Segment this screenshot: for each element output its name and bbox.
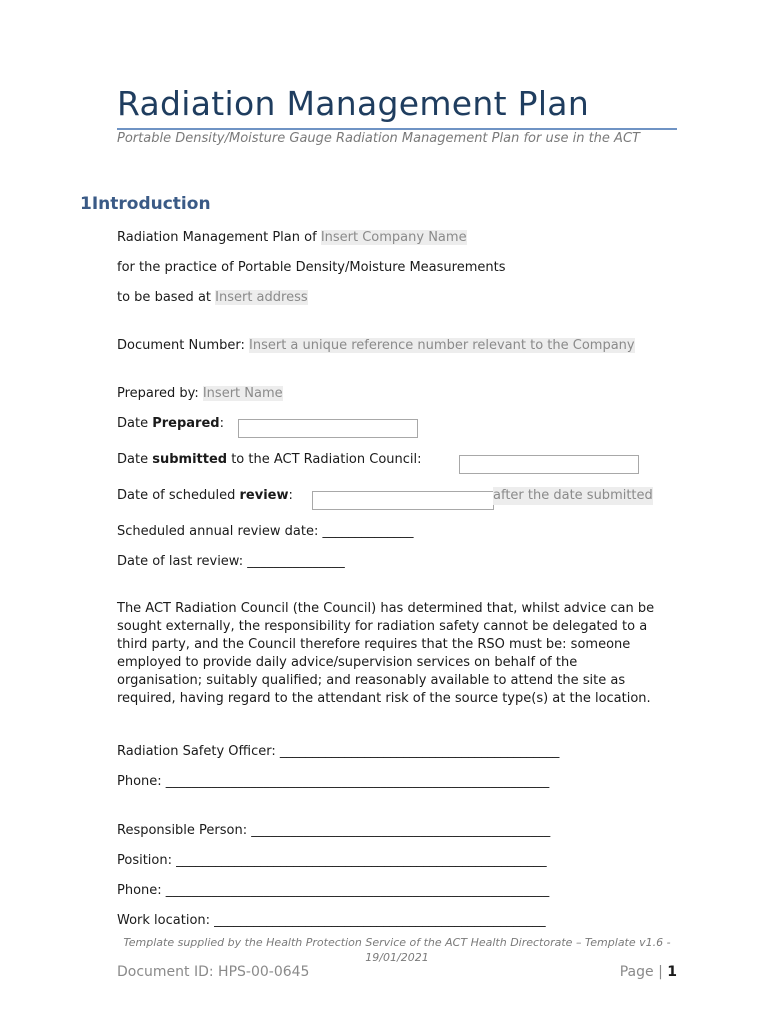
- date-submitted-input[interactable]: [459, 455, 639, 474]
- section-title: Introduction: [91, 194, 211, 214]
- prepared-by-line: [117, 385, 283, 403]
- annual-review-line: Scheduled annual review date: ______________: [117, 524, 414, 539]
- plan-of-label: Radiation Management Plan of: [117, 230, 321, 245]
- document-number-label: Document Number:: [117, 338, 249, 353]
- document-number-field[interactable]: Insert a unique reference number relevant to the Company: [249, 338, 635, 353]
- address-field[interactable]: Insert address: [215, 290, 308, 305]
- document-subtitle: Portable Density/Moisture Gauge Radiation Management Plan for use in the ACT: [117, 131, 640, 146]
- plan-of-line: [117, 229, 467, 247]
- prepared-by-label: Prepared by:: [117, 386, 203, 401]
- date-prepared-input[interactable]: [238, 419, 418, 438]
- based-at-line: [117, 289, 308, 307]
- rp-phone-line: Phone: ___________________________________________________________: [117, 883, 550, 898]
- prepared-by-field[interactable]: Insert Name: [202, 386, 283, 401]
- date-submitted-rest: to the ACT Radiation Council:: [227, 452, 422, 467]
- date-prepared-text: Date: [117, 416, 153, 431]
- document-id: Document ID: HPS-00-0645: [117, 964, 310, 980]
- rso-phone-line: Phone: ___________________________________________________________: [117, 774, 550, 789]
- page-number: 1: [667, 964, 677, 980]
- date-prepared-colon: :: [219, 416, 224, 431]
- date-submitted-text: Date: [117, 452, 153, 467]
- rso-line: Radiation Safety Officer: ___________________________________________: [117, 744, 560, 759]
- page-label: Page |: [619, 964, 668, 980]
- document-title: Radiation Management Plan: [117, 84, 590, 123]
- section-heading: [80, 194, 211, 214]
- section-number: 1: [80, 194, 92, 214]
- position-line: Position: _________________________________________________________: [117, 853, 547, 868]
- council-paragraph: The ACT Radiation Council (the Council) has determined that, whilst advice can be sought externally, the responsibility for radiation safety cannot be delegated to a third party, and the Council therefore requires that the RSO must be: someone employed to provide daily advice/supervision services on behalf of the organisation; suitably qualified; and reasonably available to attend the site as required, having regard to the attendant risk of the source type(s) at the location.: [117, 601, 655, 706]
- date-review-label: [117, 487, 293, 505]
- date-review-bold: review: [239, 488, 289, 503]
- based-at-label: to be based at: [117, 290, 216, 305]
- date-prepared-bold: Prepared: [152, 416, 220, 431]
- date-review-text: Date of scheduled: [117, 488, 240, 503]
- company-name-field[interactable]: Insert Company Name: [320, 230, 467, 245]
- date-review-colon: :: [288, 488, 293, 503]
- date-prepared-label: [117, 415, 224, 433]
- footer-note: Template supplied by the Health Protection Service of the ACT Health Directorate – Template v1.6 - 19/01/2021: [123, 936, 671, 964]
- date-review-input[interactable]: [312, 491, 494, 510]
- work-location-line: Work location: ___________________________________________________: [117, 913, 546, 928]
- responsible-person-line: Responsible Person: ______________________________________________: [117, 823, 551, 838]
- practice-line: for the practice of Portable Density/Moisture Measurements: [117, 260, 506, 275]
- last-review-line: Date of last review: _______________: [117, 554, 345, 569]
- date-submitted-label: [117, 451, 422, 469]
- after-date-note: after the date submitted: [493, 488, 653, 503]
- date-submitted-bold: submitted: [152, 452, 228, 467]
- document-number-line: [117, 337, 647, 355]
- page-indicator: [560, 964, 677, 980]
